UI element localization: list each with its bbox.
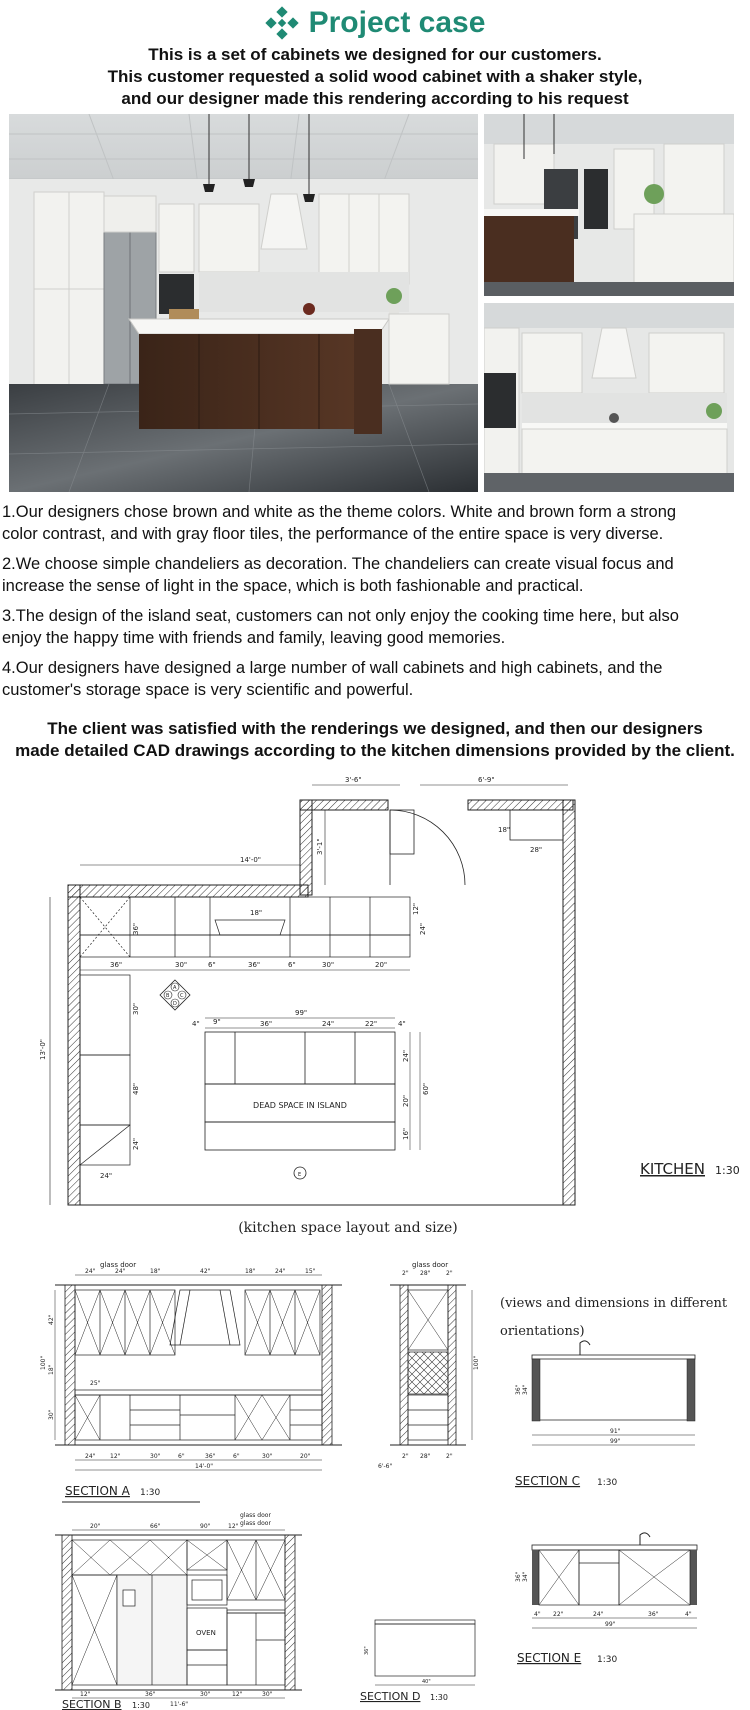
paragraph-line: customer's storage space is very scientific and powerful. — [2, 681, 414, 699]
dim-text: 4" — [398, 1020, 406, 1028]
intro-text — [0, 44, 750, 110]
dim-text: 30" — [150, 1453, 161, 1460]
dim-text: 14'-0" — [195, 1463, 214, 1470]
plan-caption: (kitchen space layout and size) — [238, 1220, 458, 1236]
dim-text: 42" — [200, 1268, 211, 1275]
dim-text: 42" — [48, 1314, 55, 1325]
paragraph-1 — [2, 501, 742, 545]
section-b-scale: 1:30 — [132, 1701, 150, 1710]
section-a-bottom-dims — [85, 1453, 311, 1470]
dim-text: 14'-0" — [240, 856, 262, 864]
dim-text: 36" — [132, 922, 140, 935]
dim-text: 30" — [48, 1409, 55, 1420]
section-a-elevation — [40, 1261, 342, 1502]
paragraph-2 — [2, 553, 742, 597]
dim-text: 3'-1" — [316, 838, 324, 855]
kitchen-label: KITCHEN — [640, 1160, 705, 1178]
dim-text: 66" — [150, 1523, 161, 1530]
marker-label: C — [180, 993, 184, 999]
kitchen-scale: 1:30 — [715, 1164, 740, 1177]
oven-label: OVEN — [196, 1629, 216, 1637]
section-d-label: SECTION D — [360, 1690, 421, 1703]
section-d-elevation — [360, 1620, 475, 1703]
dim-text: 99" — [295, 1009, 308, 1017]
dim-text: 11'-6" — [170, 1701, 189, 1708]
section-c-scale: 1:30 — [597, 1478, 618, 1488]
dim-text: 36" — [248, 961, 261, 969]
dim-text: 24" — [132, 1137, 140, 1150]
paragraph-4 — [2, 657, 742, 701]
dim-text: 30" — [132, 1002, 140, 1015]
section-a-label: SECTION A — [65, 1484, 130, 1498]
cad-drawings — [0, 770, 750, 1710]
section-a-top-dims — [85, 1268, 316, 1275]
dim-text: 20" — [90, 1523, 101, 1530]
section-b-label: SECTION B — [62, 1698, 122, 1710]
intro-line: This is a set of cabinets we designed for our customers. — [148, 45, 602, 64]
dim-text: 24" — [402, 1049, 410, 1062]
dim-text: 100" — [473, 1355, 480, 1370]
dim-text: 2" — [402, 1270, 409, 1277]
dim-text: 6" — [178, 1453, 185, 1460]
dim-text: 30" — [262, 1453, 273, 1460]
dim-text: 22" — [553, 1611, 564, 1618]
dim-text: 6'-9" — [478, 776, 495, 784]
dim-text: 28" — [420, 1270, 431, 1277]
paragraph-line: 3.The design of the island seat, customers can not only enjoy the cooking time here, but also — [2, 607, 679, 625]
kitchen-rendering-range — [484, 303, 734, 492]
dim-text: 3'-6" — [345, 776, 362, 784]
dim-text: 24" — [275, 1268, 286, 1275]
intro-line: and our designer made this rendering according to his request — [121, 89, 629, 108]
dim-text: 22" — [365, 1020, 378, 1028]
dim-text: 99" — [605, 1621, 616, 1628]
dim-text: 18" — [250, 909, 263, 917]
dim-text: 4" — [685, 1611, 692, 1618]
paragraph-line: increase the sense of light in the space, which is both fashionable and practical. — [2, 577, 584, 595]
dim-text: 36" — [515, 1384, 522, 1395]
dim-text: 36" — [145, 1691, 156, 1698]
paragraph-line: color contrast, and with gray floor tiles, the performance of the entire space is very diverse. — [2, 525, 664, 543]
dim-text: 18" — [48, 1364, 55, 1375]
dim-text: 4" — [192, 1020, 200, 1028]
dim-text: 12" — [80, 1691, 91, 1698]
dim-text: 18" — [150, 1268, 161, 1275]
dim-text: 36" — [260, 1020, 273, 1028]
diamond-dots-icon — [265, 6, 299, 40]
glass-door-label: glass door — [412, 1261, 449, 1269]
dim-text: 20" — [402, 1094, 410, 1107]
glass-door-label: glass door — [100, 1261, 137, 1269]
dim-text: 25" — [90, 1380, 101, 1387]
marker-label: B — [166, 993, 170, 999]
dim-text: 18" — [245, 1268, 256, 1275]
marker-label: A — [173, 985, 177, 991]
dim-text: 30" — [200, 1691, 211, 1698]
dim-text: 28" — [420, 1453, 431, 1460]
dim-text: 12" — [232, 1691, 243, 1698]
header — [0, 4, 750, 42]
dim-text: 24" — [85, 1268, 96, 1275]
page-title: Project case — [308, 6, 486, 39]
dim-text: 6" — [233, 1453, 240, 1460]
summary-text — [0, 718, 750, 762]
dim-text: 34" — [522, 1571, 529, 1582]
dim-text: 36" — [205, 1453, 216, 1460]
dim-text: 2" — [446, 1453, 453, 1460]
dim-text: 36" — [364, 1646, 370, 1655]
dim-text: 24" — [100, 1172, 113, 1180]
glass-door-label: glass door — [240, 1512, 271, 1519]
dim-text: 99" — [610, 1438, 621, 1445]
dim-text: 91" — [610, 1428, 621, 1435]
paragraph-line: 1.Our designers chose brown and white as the theme colors. White and brown form a strong — [2, 503, 677, 521]
glass-door-label: glass door — [240, 1520, 271, 1527]
dim-text: 30" — [175, 961, 188, 969]
dim-text: 100" — [40, 1355, 47, 1370]
views-caption: (views and dimensions in different — [500, 1296, 728, 1311]
dim-text: 24" — [593, 1611, 604, 1618]
kitchen-rendering-main — [9, 114, 478, 492]
dim-text: 36" — [110, 961, 123, 969]
dim-text: 30" — [322, 961, 335, 969]
dim-text: 30" — [262, 1691, 273, 1698]
dim-text: 4" — [534, 1611, 541, 1618]
dim-text: 20" — [375, 961, 388, 969]
intro-line: This customer requested a solid wood cabinet with a shaker style, — [107, 67, 643, 86]
paragraph-3 — [2, 605, 742, 649]
section-e-bottom-dims — [534, 1611, 692, 1628]
dim-text: 9" — [213, 1018, 221, 1026]
dim-text: 2" — [446, 1270, 453, 1277]
dim-text: 6'-6" — [378, 1463, 393, 1470]
dim-text: 15" — [305, 1268, 316, 1275]
dim-text: 90" — [200, 1523, 211, 1530]
dim-text: 18" — [498, 826, 511, 834]
dim-text: 12" — [228, 1523, 239, 1530]
paragraph-line: 4.Our designers have designed a large number of wall cabinets and high cabinets, and the — [2, 659, 663, 677]
dim-text: 60" — [422, 1082, 430, 1095]
dim-text: 28" — [530, 846, 543, 854]
dim-text: 16" — [402, 1127, 410, 1140]
section-c-elevation — [515, 1341, 695, 1488]
kitchen-floor-plan — [39, 776, 740, 1236]
kitchen-rendering-side — [484, 114, 734, 296]
section-marker-cluster — [160, 980, 190, 1010]
dim-text: 24" — [322, 1020, 335, 1028]
dim-text: 36" — [648, 1611, 659, 1618]
island-label: DEAD SPACE IN ISLAND — [253, 1101, 347, 1110]
dim-text: 6" — [208, 961, 216, 969]
dim-text: 12" — [110, 1453, 121, 1460]
dim-text: 36" — [515, 1571, 522, 1582]
section-b-elevation — [55, 1512, 302, 1708]
dim-text: 48" — [132, 1082, 140, 1095]
section-e-elevation — [515, 1533, 697, 1665]
section-d-scale: 1:30 — [430, 1693, 448, 1702]
paragraph-line: 2.We choose simple chandeliers as decoration. The chandeliers can create visual focus and — [2, 555, 674, 573]
summary-line: made detailed CAD drawings according to the kitchen dimensions provided by the client. — [15, 741, 735, 760]
marker-label: D — [173, 1001, 177, 1007]
dim-text: 13'-0" — [39, 1038, 47, 1060]
dim-text: 24" — [85, 1453, 96, 1460]
section-e-scale: 1:30 — [597, 1655, 618, 1665]
dim-text: 40" — [422, 1679, 431, 1685]
dim-text: 24" — [419, 922, 427, 935]
section-tall-elevation — [378, 1261, 480, 1470]
paragraph-line: enjoy the happy time with friends and family, leaving good memories. — [2, 629, 506, 647]
dim-text: 24" — [115, 1268, 126, 1275]
dim-text: 2" — [402, 1453, 409, 1460]
dim-text: 6" — [288, 961, 296, 969]
summary-line: The client was satisfied with the renderings we designed, and then our designers — [47, 719, 703, 738]
views-caption: orientations) — [500, 1324, 585, 1339]
dim-text: 20" — [300, 1453, 311, 1460]
section-a-scale: 1:30 — [140, 1488, 161, 1498]
section-b-top-dims — [90, 1523, 239, 1530]
dim-text: 34" — [522, 1384, 529, 1395]
marker-label: E — [298, 1172, 302, 1178]
section-c-label: SECTION C — [515, 1474, 581, 1488]
dim-text: 12" — [412, 902, 420, 915]
section-e-label: SECTION E — [517, 1651, 582, 1665]
